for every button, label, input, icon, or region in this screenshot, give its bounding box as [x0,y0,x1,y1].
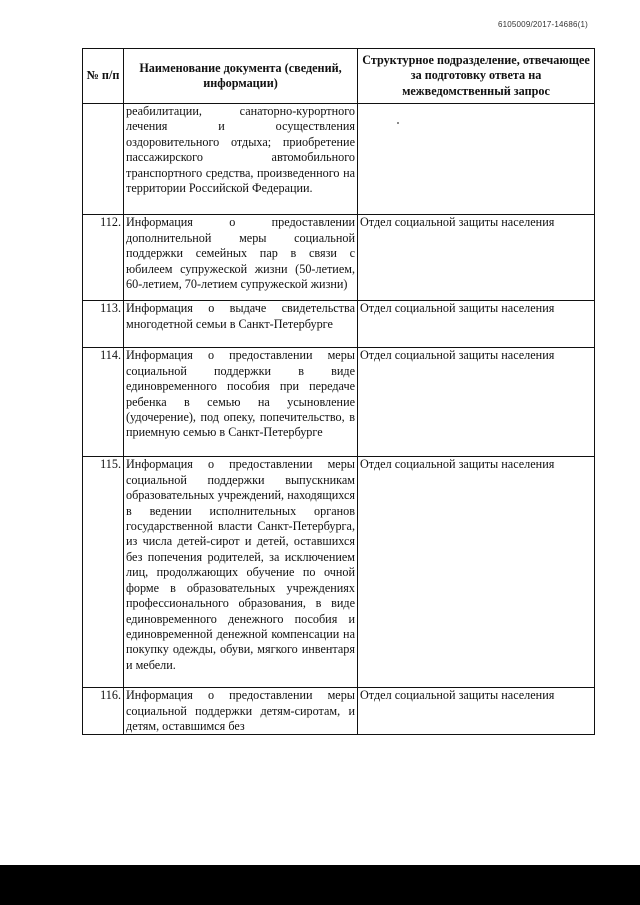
row-number [83,104,124,215]
row-department: Отдел социальной защиты населения [358,688,595,735]
table-row [83,215,595,301]
row-department: Отдел социальной защиты населения [358,215,595,301]
row-department: Отдел социальной защиты населения [358,348,595,457]
table-header-row [83,49,595,104]
table-row [83,457,595,688]
scan-speck [397,122,399,124]
row-document-name: Информация о предоставлении меры социальной поддержки в виде единовременного пособия при передаче ребенка в семью на усыновление (удочерение), под опеку, попечительство, в приемную семью в Санкт-Петербурге [124,348,358,457]
row-number: 116. [83,688,124,735]
table-header [83,49,595,104]
row-number: 113. [83,301,124,348]
header-document-name: Наименование документа (сведений, информации) [124,49,358,104]
table-row [83,348,595,457]
row-department: Отдел социальной защиты населения [358,301,595,348]
documents-table [82,48,595,735]
scan-footer-bar [0,865,640,905]
document-registration-stamp: 6105009/2017-14686(1) [497,20,588,29]
row-document-name: Информация о предоставлении меры социальной поддержки детям-сиротам, и детям, оставшимся без [124,688,358,735]
row-document-name: Информация о предоставлении дополнительной меры социальной поддержки семейных пар в связи с юбилеем супружеской жизни (50-летием, 60-летием, 70-летием супружеской жизни) [124,215,358,301]
header-number: № п/п [83,49,124,104]
table-body [83,104,595,735]
header-department: Структурное подразделение, отвечающее за подготовку ответа на межведомственный запрос [358,49,595,104]
table-row [83,688,595,735]
row-department: Отдел социальной защиты населения [358,457,595,688]
table-row [83,104,595,215]
row-document-name: Информация о предоставлении меры социальной поддержки выпускникам образовательных учреждений, находящихся в ведении исполнительных органов государственной власти Санкт-Петербурга, из числа детей-сирот и детей, оставшихся без попечения родителей, за исключением лиц, продолжающих обучение по очной форме в образовательных учреждениях профессионального образования, в виде единовременного денежного пособия и единовременной денежной компенсации на покупку одежды, обуви, мягкого инвентаря и мебели. [124,457,358,688]
row-number: 114. [83,348,124,457]
row-document-name: Информация о выдаче свидетельства многодетной семьи в Санкт-Петербурге [124,301,358,348]
row-number: 112. [83,215,124,301]
row-department [358,104,595,215]
row-number: 115. [83,457,124,688]
table-row [83,301,595,348]
row-document-name: реабилитации, санаторно-курортного лечения и осуществления оздоровительного отдыха; приобретение пассажирского автомобильного транспортного средства, произведенного на территории Российской Федерации. [124,104,358,215]
